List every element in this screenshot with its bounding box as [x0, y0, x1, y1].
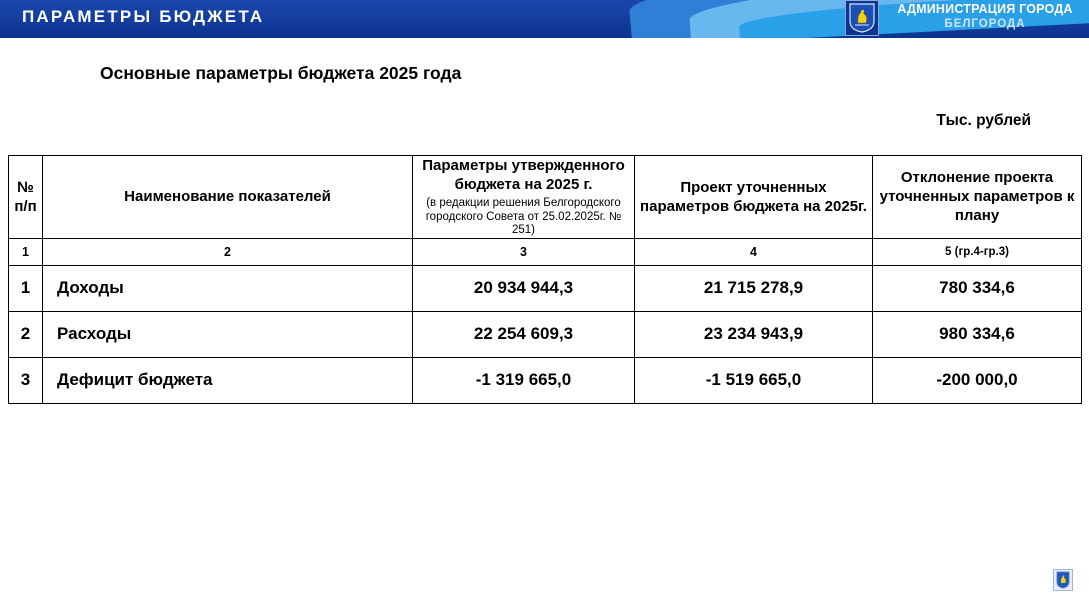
org-name-line-1: АДМИНИСТРАЦИЯ ГОРОДА [897, 2, 1073, 16]
row-project-value: 21 715 278,9 [635, 265, 873, 311]
row-approved-value: 20 934 944,3 [413, 265, 635, 311]
table-header-row [9, 156, 1082, 239]
column-header-project: Проект уточненных параметров бюджета на 2025г. [635, 156, 873, 239]
row-number: 2 [9, 311, 43, 357]
budget-parameters-table [8, 155, 1082, 404]
coat-of-arms-icon [845, 0, 879, 36]
column-number-4: 4 [635, 238, 873, 265]
column-header-name: Наименование показателей [43, 156, 413, 239]
table-column-number-row [9, 238, 1082, 265]
column-header-deviation: Отклонение проекта уточненных параметров к плану [873, 156, 1082, 239]
row-project-value: 23 234 943,9 [635, 311, 873, 357]
row-deviation-value: 780 334,6 [873, 265, 1082, 311]
column-header-approved [413, 156, 635, 239]
row-name: Расходы [43, 311, 413, 357]
table-row [9, 311, 1082, 357]
header-org-block [839, 0, 1089, 38]
row-number: 1 [9, 265, 43, 311]
units-label: Тыс. рублей [936, 112, 1031, 129]
column-number-5: 5 (гр.4-гр.3) [873, 238, 1082, 265]
column-number-3: 3 [413, 238, 635, 265]
table-row [9, 357, 1082, 403]
column-header-number-line1: № [17, 178, 34, 196]
coat-of-arms-icon [1053, 569, 1073, 591]
header-title: ПАРАМЕТРЫ БЮДЖЕТА [22, 7, 265, 26]
table-row [9, 265, 1082, 311]
column-number-1: 1 [9, 238, 43, 265]
page-title: Основные параметры бюджета 2025 года [100, 63, 462, 83]
row-name: Дефицит бюджета [43, 357, 413, 403]
org-name-line-2: БЕЛГОРОДА [944, 18, 1026, 30]
row-approved-value: -1 319 665,0 [413, 357, 635, 403]
column-header-approved-main: Параметры утвержденного бюджета на 2025 г. [422, 157, 625, 193]
row-deviation-value: -200 000,0 [873, 357, 1082, 403]
row-number: 3 [9, 357, 43, 403]
column-header-number-line2: п/п [14, 197, 37, 215]
row-deviation-value: 980 334,6 [873, 311, 1082, 357]
row-project-value: -1 519 665,0 [635, 357, 873, 403]
header-band [0, 0, 1089, 38]
row-approved-value: 22 254 609,3 [413, 311, 635, 357]
column-number-2: 2 [43, 238, 413, 265]
row-name: Доходы [43, 265, 413, 311]
column-header-approved-sub: (в редакции решения Белгородского городского Совета от 25.02.2025г. № 251) [425, 197, 622, 236]
column-header-number [9, 156, 43, 239]
